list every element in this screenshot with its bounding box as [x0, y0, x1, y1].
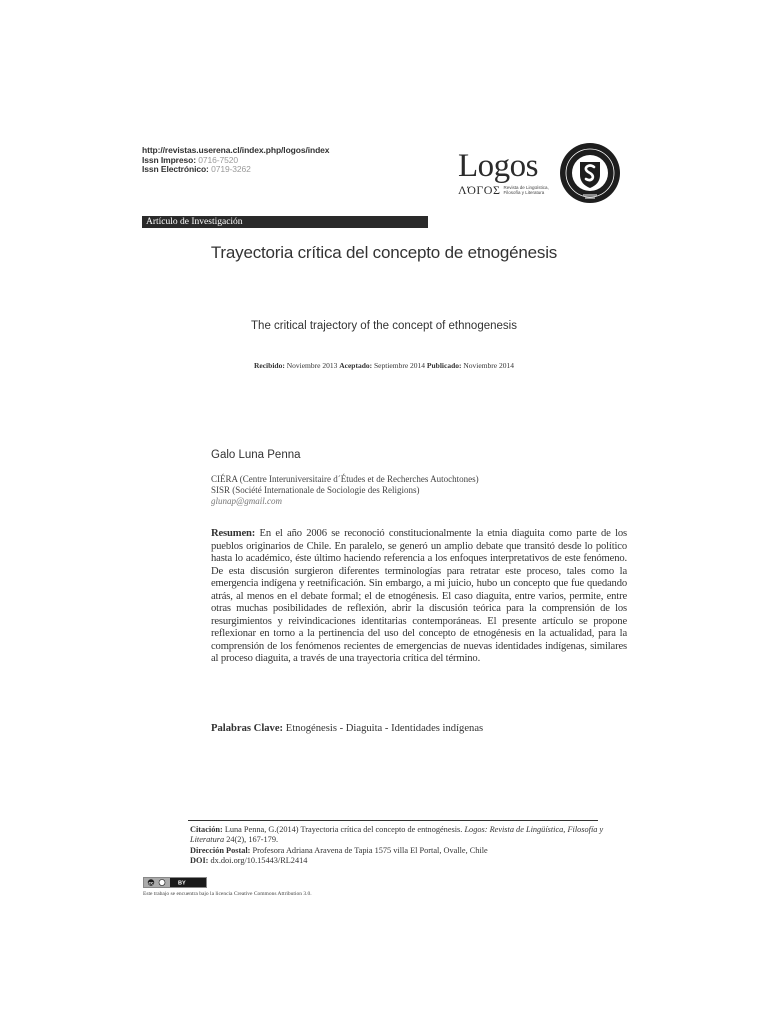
journal-logo	[458, 150, 549, 196]
citation-volume: 24(2), 167-179.	[226, 835, 279, 845]
author-name: Galo Luna Penna	[211, 449, 301, 461]
logo-wordmark: Logos	[458, 148, 538, 184]
accepted-label: Aceptado:	[339, 361, 373, 370]
svg-text:cc: cc	[148, 880, 154, 886]
published-label: Publicado:	[426, 361, 462, 370]
issn-online-label: Issn Electrónico:	[142, 164, 209, 174]
accepted-date: Septiembre 2014	[374, 361, 426, 370]
journal-url[interactable]: http://revistas.userena.cl/index.php/logos/index	[142, 145, 330, 155]
author-affiliations	[211, 474, 479, 507]
logo-greek: ΛΌΓΟΣ	[458, 183, 501, 197]
abstract	[211, 528, 627, 666]
address-text: Profesora Adriana Aravena de Tapia 1575 villa El Portal, Ovalle, Chile	[252, 845, 488, 855]
citation-text: Luna Penna, G.(2014) Trayectoria crítica del concepto de entnogénesis.	[224, 825, 463, 834]
section-label: Artículo de Investigación	[142, 216, 428, 228]
cc-license-badge-icon[interactable]	[143, 877, 207, 888]
author-email[interactable]: glunap@gmail.com	[211, 496, 283, 506]
university-seal-icon	[559, 142, 621, 204]
received-label: Recibido:	[253, 361, 285, 370]
logo-tagline-2: Filosofía y Literatura	[503, 190, 545, 195]
keywords-label: Palabras Clave:	[211, 723, 284, 734]
affiliation-sisr: SISR (Société Internationale de Sociologie des Religions)	[211, 485, 420, 495]
license-notice: Este trabajo se encuentra bajo la licencia Creative Commons Attribution 3.0.	[143, 891, 312, 897]
keywords	[211, 723, 483, 734]
issn-online-value: 0719-3262	[211, 164, 251, 174]
logo-tagline	[503, 185, 548, 195]
abstract-text: En el año 2006 se reconoció constitucionalmente la etnia diaguita como parte de los pueblos originarios de Chile. En paralelo, se generó un amplio debate que transitó desde lo político hasta lo académico, éste último haciendo referencia a los enfoques interpretativos de este fenómeno. De esta discusión surgieron diferentes terminologías para retratar este proceso, tales como la emergencia indígena y reetnificación. Sin embargo, a mi juicio, hubo un concepto que fue quedando atrás, al menos en el debate formal; el de etnogénesis. El caso diaguita, entre varios, permite, entre otras muchas posibilidades de reflexión, abrir la discusión teórica para la comprensión de los resurgimientos y reivindicaciones identitarias contemporáneas. El presente artículo se propone reflexionar en torno a la pertinencia del uso del concepto de etnogénesis en la actualidad, para la comprensión de los fenómenos recientes de emergencias de nuevas identidades indígenas, similares al proceso diaguita, a través de una trayectoria crítica del término.	[211, 528, 627, 664]
journal-header-meta	[142, 146, 329, 175]
received-date: Noviembre 2013	[286, 361, 338, 370]
citation-divider	[188, 820, 598, 821]
issn-print-label: Issn Impreso:	[142, 154, 196, 165]
doi-link[interactable]: dx.doi.org/10.15443/RL2414	[210, 855, 308, 865]
published-date: Noviembre 2014	[463, 361, 515, 370]
logo-tagline-1: Revista de Lingüística,	[503, 185, 549, 190]
doi-label: DOI:	[190, 855, 209, 865]
article-subtitle: The critical trajectory of the concept of ethnogenesis	[251, 320, 517, 332]
citation-label: Citación:	[190, 825, 223, 834]
abstract-label: Resumen:	[211, 528, 256, 539]
publication-dates	[0, 361, 768, 370]
citation-journal: Logos: Revista de Lingüística, Filosofía y Literatura	[190, 825, 604, 845]
article-title: Trayectoria crítica del concepto de etnogénesis	[210, 243, 558, 262]
citation-block	[190, 825, 620, 866]
issn-print-value: 0716-7520	[198, 154, 238, 165]
address-label: Dirección Postal:	[190, 845, 251, 855]
keywords-text: Etnogénesis - Diaguita - Identidades indígenas	[285, 723, 484, 734]
cc-badge-text: BY	[178, 880, 186, 887]
affiliation-ciera: CIÉRA (Centre Interuniversitaire d´Études et de Recherches Autochtones)	[211, 474, 479, 484]
